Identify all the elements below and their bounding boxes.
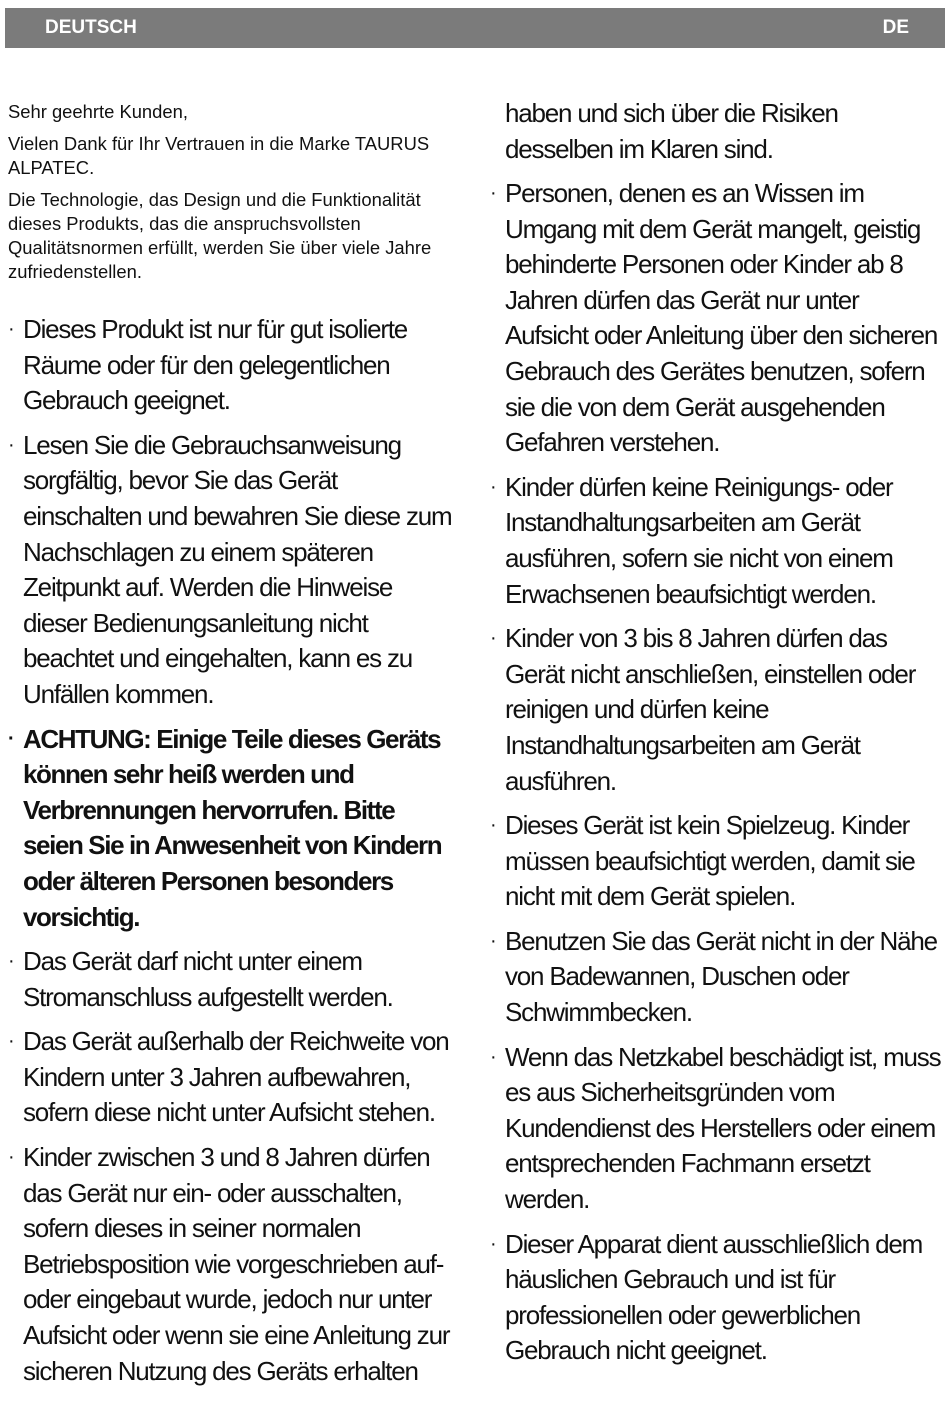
safety-item-text: Das Gerät außerhalb der Reichweite von Kindern unter 3 Jahren aufbewahren, sofern diese nicht unter Aufsicht stehen. bbox=[23, 1026, 449, 1128]
safety-item bbox=[8, 944, 458, 1015]
safety-item-text: Dieses Gerät ist kein Spielzeug. Kinder müssen beaufsichtigt werden, damit sie nicht mit dem Gerät spielen. bbox=[505, 810, 915, 912]
safety-item-text: Dieses Produkt ist nur für gut isolierte Räume oder für den gelegentlichen Gebrauch geeignet. bbox=[23, 314, 408, 416]
bullet-dot-icon: · bbox=[8, 1146, 15, 1169]
safety-item bbox=[490, 470, 945, 612]
safety-item bbox=[490, 1040, 945, 1218]
safety-warning-item bbox=[8, 722, 458, 936]
continued-text: haben und sich über die Risiken desselben im Klaren sind. bbox=[505, 98, 838, 164]
safety-item bbox=[8, 1140, 458, 1389]
safety-item-text: Kinder zwischen 3 und 8 Jahren dürfen das Gerät nur ein- oder ausschalten, sofern dieses in seiner normalen Betriebsposition wie vorgeschrieben auf- oder eingebaut wurde, jedoch nur unter Aufsicht oder wenn sie eine Anleitung zur sicheren Nutzung des Geräts erhalten bbox=[23, 1142, 450, 1386]
safety-item bbox=[490, 924, 945, 1031]
intro-section bbox=[8, 100, 458, 292]
safety-item bbox=[8, 1024, 458, 1131]
language-code: DE bbox=[882, 17, 909, 38]
safety-item bbox=[8, 312, 458, 419]
safety-item bbox=[490, 808, 945, 915]
safety-item-text: Wenn das Netzkabel beschädigt ist, muss es aus Sicherheitsgründen vom Kundendienst des Herstellers oder einem entsprechenden Fachmann ersetzt werden. bbox=[505, 1041, 941, 1215]
safety-item-text: Das Gerät darf nicht unter einem Stromanschluss aufgestellt werden. bbox=[23, 946, 393, 1012]
safety-item bbox=[8, 428, 458, 713]
bullet-dot-icon: · bbox=[490, 929, 497, 952]
bullet-dot-icon: · bbox=[8, 950, 15, 973]
bullet-dot-icon: · bbox=[490, 1232, 497, 1255]
safety-item bbox=[490, 176, 945, 461]
safety-item-text: Personen, denen es an Wissen im Umgang mit dem Gerät mangelt, geistig behinderte Personen oder Kinder ab 8 Jahren dürfen das Gerät nur unter Aufsicht oder Anleitung über den sicheren Gebrauch des Gerätes benutzen, sofern sie die von dem Gerät ausgehenden Gefahren verstehen. bbox=[505, 178, 938, 458]
bullet-dot-icon: · bbox=[490, 475, 497, 498]
safety-warning-text: ACHTUNG: Einige Teile dieses Geräts können sehr heiß werden und Verbrennungen hervorrufen. Bitte seien Sie in Anwesenheit von Kindern oder älteren Personen besonders vorsichtig. bbox=[23, 723, 442, 932]
right-safety-list bbox=[490, 176, 945, 1378]
bullet-dot-icon: · bbox=[8, 727, 15, 750]
safety-item-text: Lesen Sie die Gebrauchsanweisung sorgfältig, bevor Sie das Gerät einschalten und bewahren Sie diese zum Nachschlagen zu einem späteren Zeitpunkt auf. Werden die Hinweise dieser Bedienungsanleitung nicht beachtet und eingehalten, kann es zu Unfällen kommen. bbox=[23, 429, 452, 709]
thanks-text: Vielen Dank für Ihr Vertrauen in die Marke TAURUS ALPATEC. bbox=[8, 133, 430, 178]
bullet-dot-icon: · bbox=[8, 318, 15, 340]
bullet-dot-icon: · bbox=[490, 814, 497, 837]
safety-item-text: Dieser Apparat dient ausschließlich dem häuslichen Gebrauch und ist für professionellen oder gewerblichen Gebrauch nicht geeignet. bbox=[505, 1228, 923, 1366]
bullet-dot-icon: · bbox=[8, 433, 15, 456]
language-header-bar bbox=[5, 8, 945, 48]
safety-item bbox=[490, 621, 945, 799]
bullet-dot-icon: · bbox=[8, 1030, 15, 1053]
safety-item-text: Benutzen Sie das Gerät nicht in der Nähe von Badewannen, Duschen oder Schwimmbecken. bbox=[505, 925, 937, 1028]
left-safety-list bbox=[8, 312, 458, 1398]
bullet-dot-icon: · bbox=[490, 182, 497, 204]
bullet-dot-icon: · bbox=[490, 627, 497, 650]
safety-item-text: Kinder dürfen keine Reinigungs- oder Instandhaltungsarbeiten am Gerät ausführen, sofern sie nicht von einem Erwachsenen beaufsichtigt werden. bbox=[505, 471, 893, 609]
greeting-text: Sehr geehrte Kunden, bbox=[8, 101, 188, 122]
intro-body-text: Die Technologie, das Design und die Funktionalität dieses Produkts, das die anspruchsvollsten Qualitätsnormen erfüllt, werden Sie über viele Jahre zufriedenstellen. bbox=[8, 189, 432, 282]
safety-item bbox=[490, 1227, 945, 1369]
bullet-dot-icon: · bbox=[490, 1045, 497, 1068]
safety-item-text: Kinder von 3 bis 8 Jahren dürfen das Gerät nicht anschließen, einstellen oder reinigen und dürfen keine Instandhaltungsarbeiten am Gerät ausführen. bbox=[505, 623, 916, 796]
language-label: DEUTSCH bbox=[45, 17, 137, 38]
